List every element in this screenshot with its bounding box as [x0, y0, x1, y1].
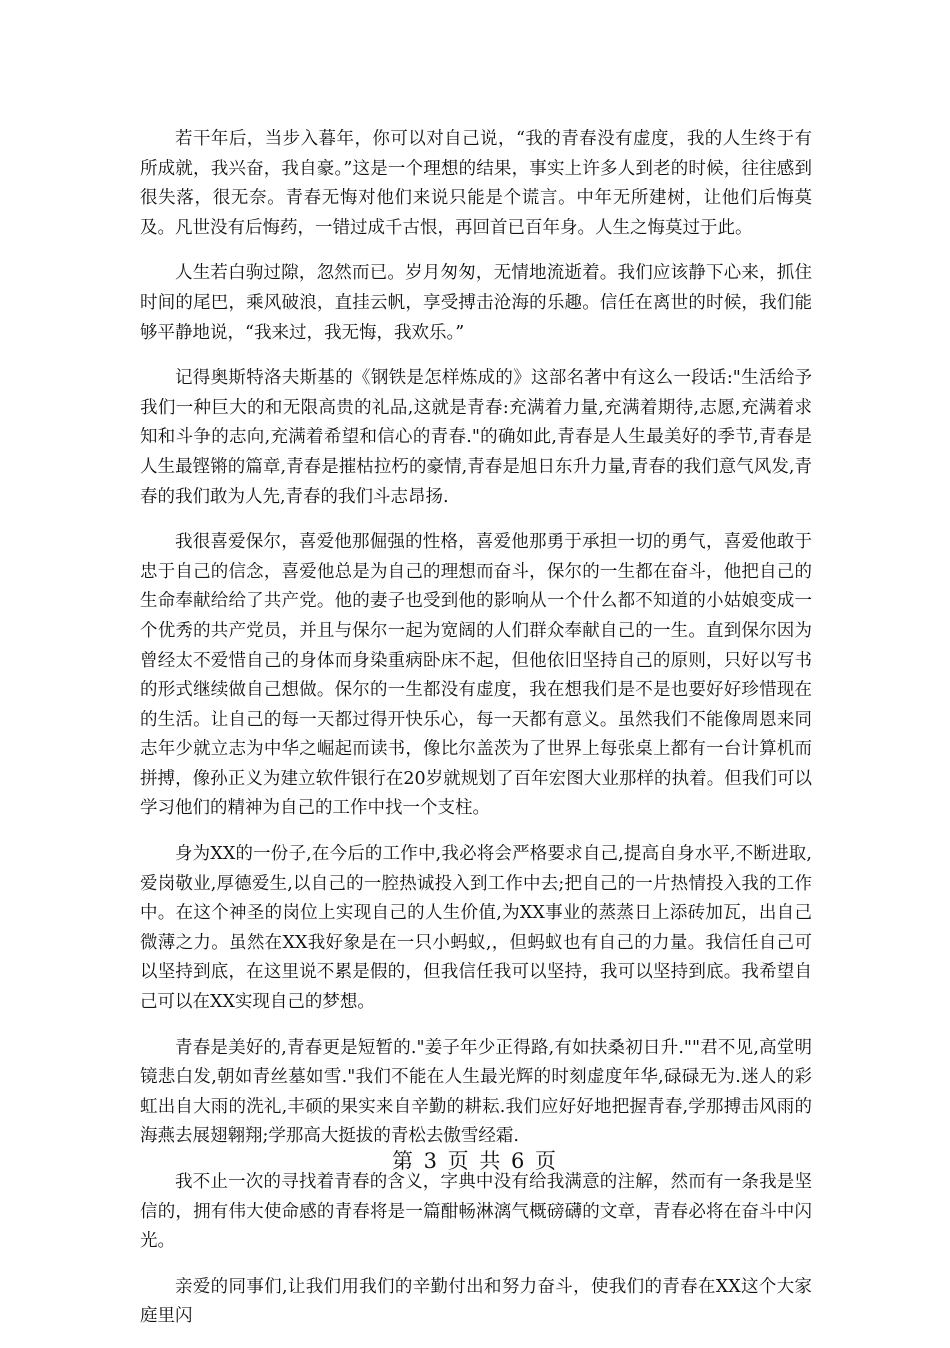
paragraph-2: 人生若白驹过隙，忽然而已。岁月匆匆，无情地流逝着。我们应该静下心来，抓住时间的尾巴，乘风破浪，直挂云帆，享受搏击沧海的乐趣。信任在离世的时候，我们能够平静地说，“我来过，我无悔，我欢乐。” — [140, 263, 812, 343]
paragraph-8: 亲爱的同事们,让我们用我们的辛勤付出和努力奋斗，使我们的青春在XX这个大家庭里闪 — [140, 1276, 812, 1327]
paragraph-5: 身为XX的一份子,在今后的工作中,我必将会严格要求自己,提高自身水平,不断进取,爱岗敬业,厚德爱生,以自己的一腔热诚投入到工作中去;把自己的一片热情投入我的工作中。在这个神圣的岗位上实现自己的人生价值,为XX事业的蒸蒸日上添砖加瓦，出自己微薄之力。虽然在XX我好象是在一只小蚂蚁,，但蚂蚁也有自己的力量。我信任自己可以坚持到底，在这里说不累是假的，但我信任我可以坚持，我可以坚持到底。我希望自己可以在XX实现自己的梦想。 — [140, 844, 812, 1013]
paragraph-4: 我很喜爱保尔，喜爱他那倔强的性格，喜爱他那勇于承担一切的勇气，喜爱他敢于忠于自己的信念，喜爱他总是为自己的理想而奋斗，保尔的一生都在奋斗，他把自己的生命奉献给给了共产党。他的妻子也受到他的影响从一个什么都不知道的小姑娘变成一个优秀的共产党员，并且与保尔一起为宽阔的人们群众奉献自己的一生。直到保尔因为曾经太不爱惜自己的身体而身染重病卧床不起，但他依旧坚持自己的原则，只好以写书的形式继续做自己想做。保尔的一生都没有虚度，我在想我们是不是也要好好珍惜现在的生活。让自己的每一天都过得开快乐心，每一天都有意义。虽然我们不能像周恩来同志年少就立志为中华之崛起而读书，像比尔盖茨为了世界上每张桌上都有一台计算机而拼搏，像孙正义为建立软件银行在20岁就规划了百年宏图大业那样的执着。但我们可以学习他们的精神为自己的工作中找一个支柱。 — [140, 532, 812, 819]
paragraph-3: 记得奥斯特洛夫斯基的《钢铁是怎样炼成的》这部名著中有这么一段话:"生活给予我们一种巨大的和无限高贵的礼品,这就是青春:充满着力量,充满着期待,志愿,充满着求知和斗争的志向,充满着希望和信心的青春."的确如此,青春是人生最美好的季节,青春是人生最铿锵的篇章,青春是摧枯拉朽的豪情,青春是旭日东升力量,青春的我们意气风发,青春的我们敢为人先,青春的我们斗志昂扬. — [140, 368, 812, 507]
paragraph-1: 若干年后，当步入暮年，你可以对自己说，“我的青春没有虚度，我的人生终于有所成就，我兴奋，我自豪。”这是一个理想的结果，事实上许多人到老的时候，往往感到很失落，很无奈。青春无悔对他们来说只能是个谎言。中年无所建树，让他们后悔莫及。凡世没有后悔药，一错过成千古恨，再回首已百年身。人生之悔莫过于此。 — [140, 129, 812, 238]
paragraph-6: 青春是美好的,青春更是短暂的."姜子年少正得路,有如扶桑初日升.""君不见,高堂明镜悲白发,朝如青丝墓如雪."我们不能在人生最光辉的时刻虚度年华,碌碌无为.迷人的彩虹出自大雨的洗礼,丰硕的果实来自辛勤的耕耘.我们应好好地把握青春,学那搏击风雨的海燕去展翅翱翔;学那高大挺拔的青松去傲雪经霜. — [140, 1037, 812, 1147]
page-footer: 第 3 页 共 6 页 — [391, 1149, 559, 1173]
paragraph-7: 我不止一次的寻找着青春的含义，字典中没有给我满意的注解，然而有一条我是坚信的，拥有伟大使命感的青春将是一篇酣畅淋漓气概磅礴的文章，青春必将在奋斗中闪光。 — [140, 1172, 812, 1252]
